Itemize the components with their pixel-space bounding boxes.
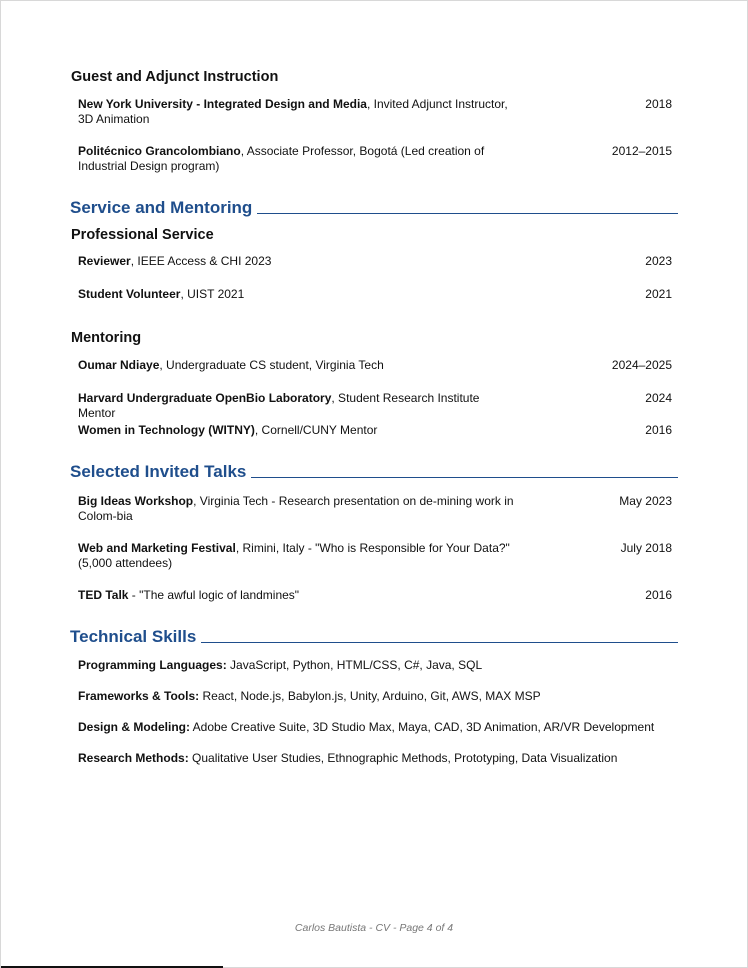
entry-org: Reviewer (78, 254, 131, 268)
entry-date: 2024–2025 (611, 358, 672, 372)
entry-org: Student Volunteer (78, 287, 181, 301)
entry-student-volunteer (78, 287, 674, 302)
professional-service-heading: Professional Service (71, 227, 214, 243)
skill-label: Frameworks & Tools: (78, 689, 200, 703)
entry-web-marketing (78, 541, 674, 570)
entry-date: 2021 (645, 287, 672, 301)
entry-detail: , Student Research Institute Mentor (78, 391, 480, 420)
entry-big-ideas (78, 494, 674, 523)
section-skills-title: Technical Skills (70, 627, 197, 646)
entry-date: 2016 (645, 588, 672, 602)
entry-detail: - "The awful logic of landmines" (128, 588, 300, 602)
entry-date: 2012–2015 (611, 144, 672, 158)
mentoring-heading: Mentoring (71, 330, 142, 346)
entry-org: Web and Marketing Festival (78, 541, 236, 555)
skill-value: Qualitative User Studies, Ethnographic Methods, Prototyping, Data Visualization (188, 751, 618, 765)
section-divider (201, 642, 678, 643)
section-talks (70, 462, 678, 482)
entry-reviewer (78, 254, 674, 269)
entry-date: May 2023 (619, 494, 672, 508)
entry-org: Oumar Ndiaye (78, 358, 160, 372)
section-service (70, 198, 678, 218)
entry-detail: , IEEE Access & CHI 2023 (130, 254, 272, 268)
section-skills (70, 627, 678, 647)
section-service-title: Service and Mentoring (70, 198, 253, 217)
guest-instruction-heading: Guest and Adjunct Instruction (71, 69, 279, 85)
entry-detail: , Invited Adjunct Instructor, 3D Animation (78, 97, 508, 126)
skill-value: JavaScript, Python, HTML/CSS, C#, Java, SQL (226, 658, 483, 672)
entry-detail: , Undergraduate CS student, Virginia Tech (159, 358, 384, 372)
entry-org: TED Talk (78, 588, 129, 602)
entry-org: Politécnico Grancolombiano (78, 144, 241, 158)
skill-value: Adobe Creative Suite, 3D Studio Max, Maya, CAD, 3D Animation, AR/VR Development (190, 720, 655, 734)
entry-org: Harvard Undergraduate OpenBio Laboratory (78, 391, 332, 405)
skill-frameworks (78, 689, 541, 703)
entry-date: July 2018 (620, 541, 672, 555)
section-divider (257, 213, 678, 214)
entry-date: 2016 (645, 423, 672, 437)
entry-detail: , UIST 2021 (180, 287, 245, 301)
entry-harvard (78, 391, 674, 420)
entry-org: Women in Technology (WITNY) (78, 423, 255, 437)
skill-programming (78, 658, 482, 672)
entry-detail: , Rimini, Italy - "Who is Responsible for Your Data?" (5,000 attendees) (78, 541, 510, 570)
skill-value: React, Node.js, Babylon.js, Unity, Arduino, Git, AWS, MAX MSP (199, 689, 541, 703)
entry-detail: , Associate Professor, Bogotá (Led creation of Industrial Design program) (78, 144, 485, 173)
entry-org: Big Ideas Workshop (78, 494, 194, 508)
skill-design (78, 720, 654, 734)
entry-detail: , Cornell/CUNY Mentor (254, 423, 378, 437)
entry-oumar (78, 358, 674, 373)
entry-politecnico (78, 144, 674, 173)
section-talks-title: Selected Invited Talks (70, 462, 247, 481)
entry-witny (78, 423, 674, 438)
skill-label: Design & Modeling: (78, 720, 190, 734)
skill-label: Programming Languages: (78, 658, 227, 672)
page-footer: Carlos Bautista - CV - Page 4 of 4 (294, 922, 454, 934)
entry-date: 2023 (645, 254, 672, 268)
entry-nyu (78, 97, 674, 126)
section-divider (251, 477, 678, 478)
entry-org: New York University - Integrated Design and Media (78, 97, 367, 111)
entry-detail: , Virginia Tech - Research presentation on de-mining work in Colom-bia (78, 494, 514, 523)
entry-date: 2018 (645, 97, 672, 111)
entry-ted (78, 588, 674, 603)
skill-label: Research Methods: (78, 751, 189, 765)
skill-research (78, 751, 617, 765)
entry-date: 2024 (645, 391, 672, 405)
